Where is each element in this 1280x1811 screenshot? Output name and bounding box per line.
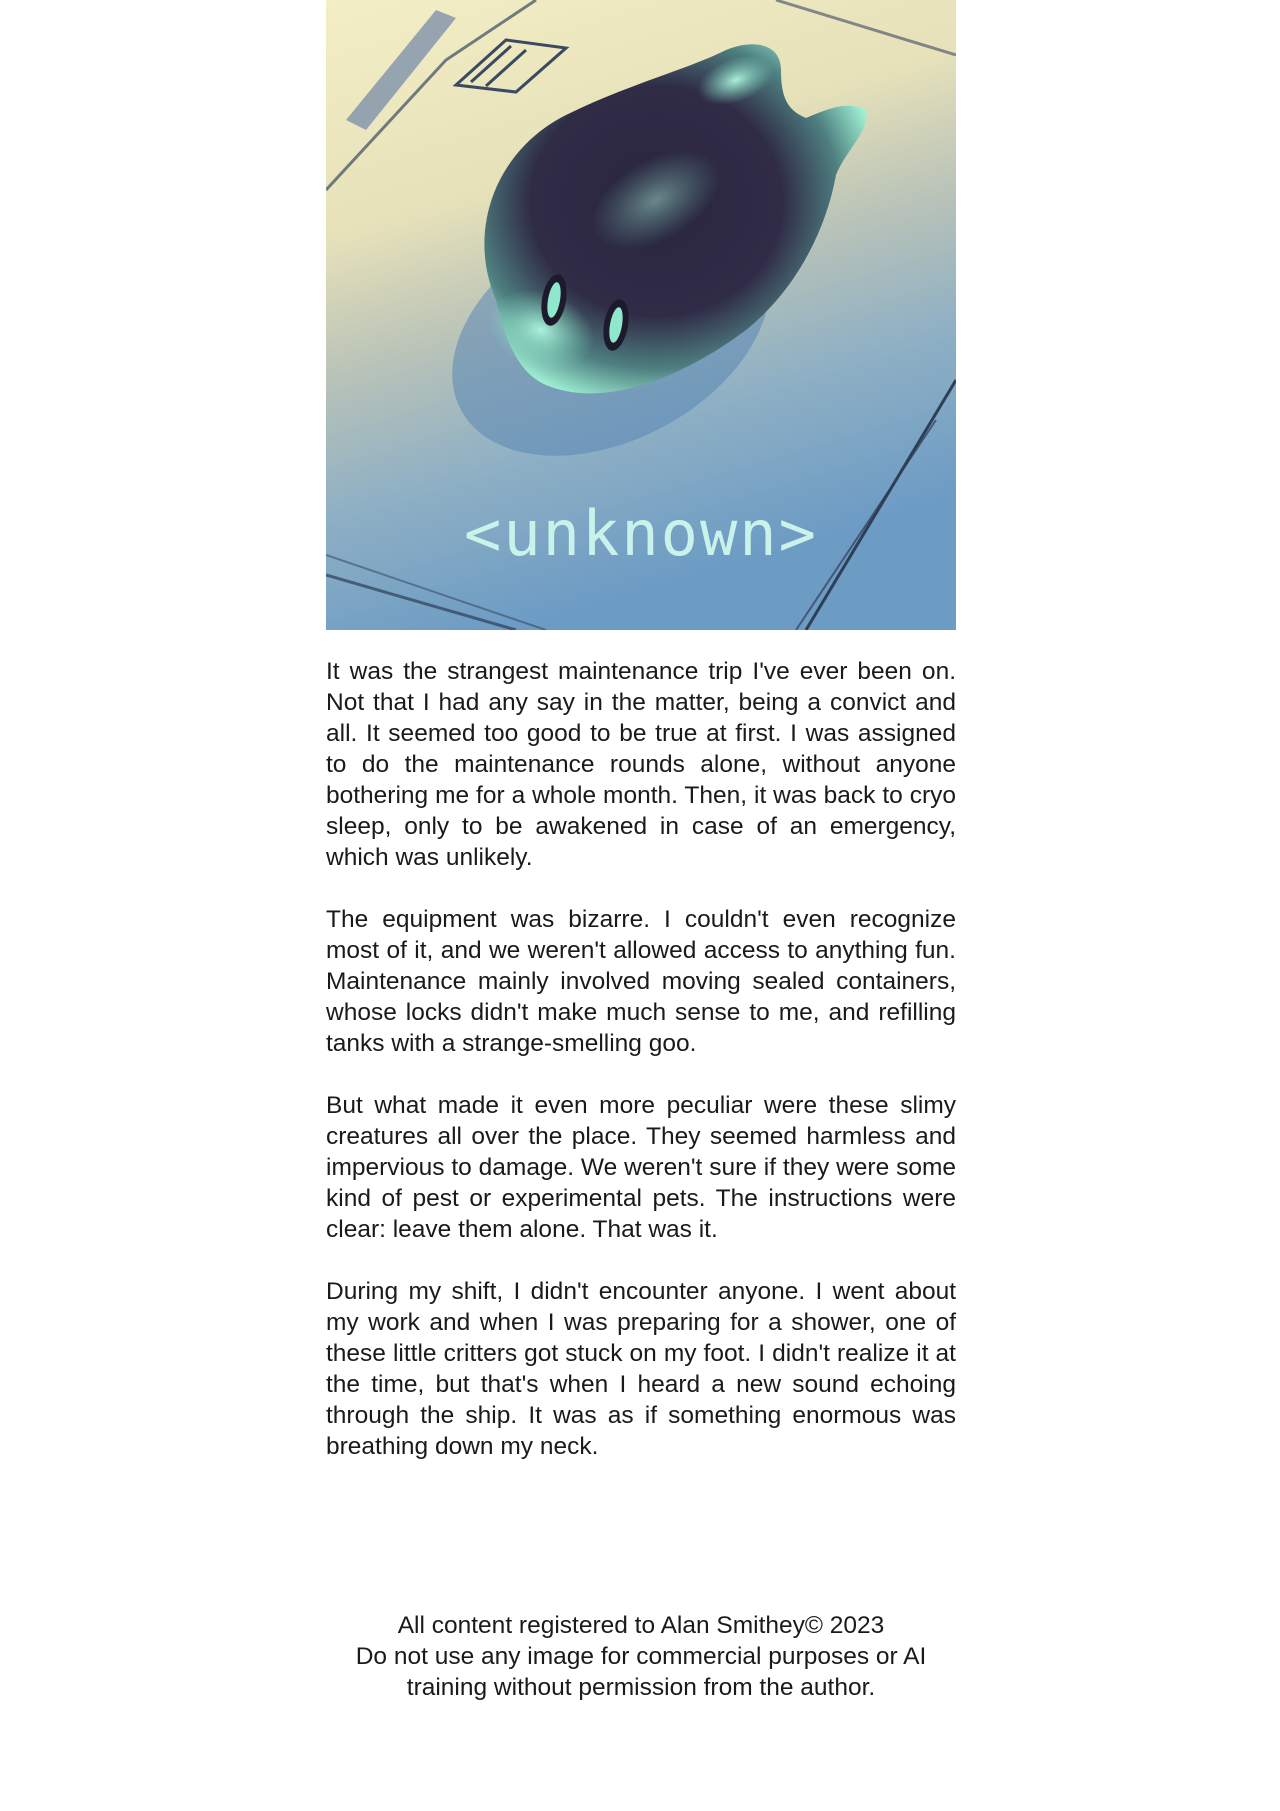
cover-title: <unknown> (464, 497, 818, 570)
copyright-notice (326, 1610, 956, 1703)
usage-restriction-line: Do not use any image for commercial purposes or AI training without permission from the author. (355, 1643, 927, 1701)
story-text (326, 656, 956, 1493)
cover-illustration (326, 0, 956, 630)
story-paragraph-1: It was the strangest maintenance trip I've ever been on. Not that I had any say in the matter, being a convict and all. It seemed too good to be true at first. I was assigned to do the maintenance rounds alone, without anyone bothering me for a whole month. Then, it was back to cryo sleep, only to be awakened in case of an emergency, which was unlikely. (326, 658, 956, 871)
slime-creature-illustration (326, 0, 956, 630)
story-paragraph-4: During my shift, I didn't encounter anyone. I went about my work and when I was preparing for a shower, one of these little critters got stuck on my foot. I didn't realize it at the time, but that's when I heard a new sound echoing through the ship. It was as if something enormous was breathing down my neck. (326, 1278, 956, 1460)
story-paragraph-3: But what made it even more peculiar were these slimy creatures all over the place. They seemed harmless and impervious to damage. We weren't sure if they were some kind of pest or experimental pets. The instructions were clear: leave them alone. That was it. (326, 1092, 956, 1243)
story-paragraph-2: The equipment was bizarre. I couldn't even recognize most of it, and we weren't allowed access to anything fun. Maintenance mainly involved moving sealed containers, whose locks didn't make much sense to me, and refilling tanks with a strange-smelling goo. (326, 906, 956, 1057)
copyright-line: All content registered to Alan Smithey© 2023 (397, 1612, 885, 1639)
